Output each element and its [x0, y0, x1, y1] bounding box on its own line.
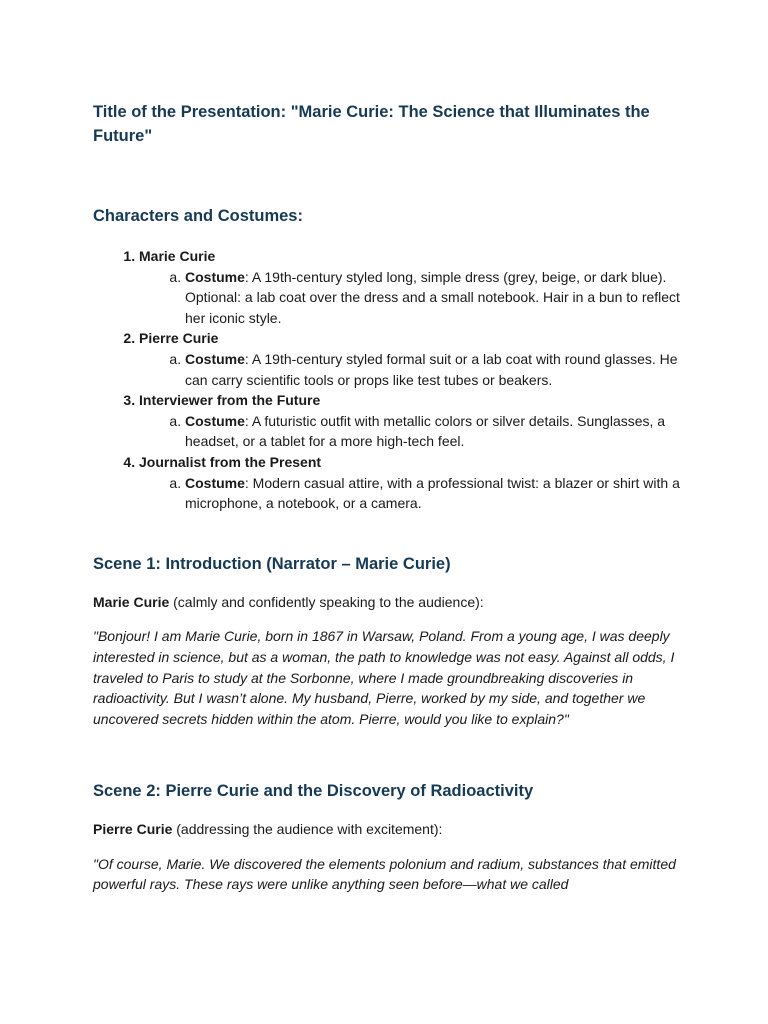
costume-description: : Modern casual attire, with a professional twist: a blazer or shirt with a microphone, a notebook, or a camera.: [185, 474, 680, 512]
costume-label: Costume: [185, 268, 245, 285]
character-name: Journalist from the Present: [139, 453, 322, 470]
character-name: Pierre Curie: [139, 330, 219, 347]
scene2-speaker-name: Pierre Curie: [93, 821, 173, 838]
characters-heading: Characters and Costumes:: [93, 207, 303, 225]
costume-item: [185, 267, 693, 329]
costume-label: Costume: [185, 474, 245, 491]
character-name: Interviewer from the Future: [139, 392, 321, 409]
character-item: [139, 390, 693, 452]
scene2-speaker-line: [93, 819, 693, 840]
costume-description: : A 19th-century styled formal suit or a lab coat with round glasses. He can carry scientific tools or props like test tubes or beakers.: [185, 350, 678, 388]
characters-list: [93, 246, 693, 514]
scene2-heading: Scene 2: Pierre Curie and the Discovery of Radioactivity: [93, 782, 534, 801]
scene1-stage-direction: (calmly and confidently speaking to the audience):: [169, 593, 484, 610]
costume-list: [139, 349, 693, 390]
costume-description: : A 19th-century styled long, simple dress (grey, beige, or dark blue). Optional: a lab coat over the dress and a small notebook. Hair in a bun to reflect her iconic style.: [185, 268, 680, 326]
scene1-heading: Scene 1: Introduction (Narrator – Marie Curie): [93, 554, 451, 573]
costume-item: [185, 349, 693, 390]
character-name: Marie Curie: [139, 248, 216, 264]
character-item: [139, 328, 693, 390]
costume-list: [139, 411, 693, 452]
character-item: [139, 452, 693, 514]
costume-label: Costume: [185, 350, 245, 367]
presentation-title: Title of the Presentation: "Marie Curie: The Science that Illuminates the Future": [93, 103, 650, 145]
scene1-speaker-name: Marie Curie: [93, 593, 170, 610]
character-item: [139, 246, 693, 328]
costume-label: Costume: [185, 412, 245, 429]
scene1-dialogue: "Bonjour! I am Marie Curie, born in 1867 in Warsaw, Poland. From a young age, I was deeply interested in science, but as a woman, the path to knowledge was not easy. Against all odds, I traveled to Paris to study at the Sorbonne, where I made groundbreaking discoveries in radioactivity. But I wasn’t alone. My husband, Pierre, worked by my side, and together we uncovered secrets hidden within the atom. Pierre, would you like to explain?": [93, 628, 675, 727]
scene2-stage-direction: (addressing the audience with excitement):: [172, 821, 443, 838]
scene2-dialogue: "Of course, Marie. We discovered the elements polonium and radium, substances that emitted powerful rays. These rays were unlike anything seen before—what we called: [93, 855, 676, 893]
costume-list: [139, 267, 693, 329]
scene1-speaker-line: [93, 592, 693, 613]
costume-item: [185, 473, 693, 514]
costume-description: : A futuristic outfit with metallic colors or silver details. Sunglasses, a headset, or a tablet for a more high-tech feel.: [185, 412, 666, 450]
costume-item: [185, 411, 693, 452]
document-page: [93, 100, 693, 895]
costume-list: [139, 473, 693, 514]
